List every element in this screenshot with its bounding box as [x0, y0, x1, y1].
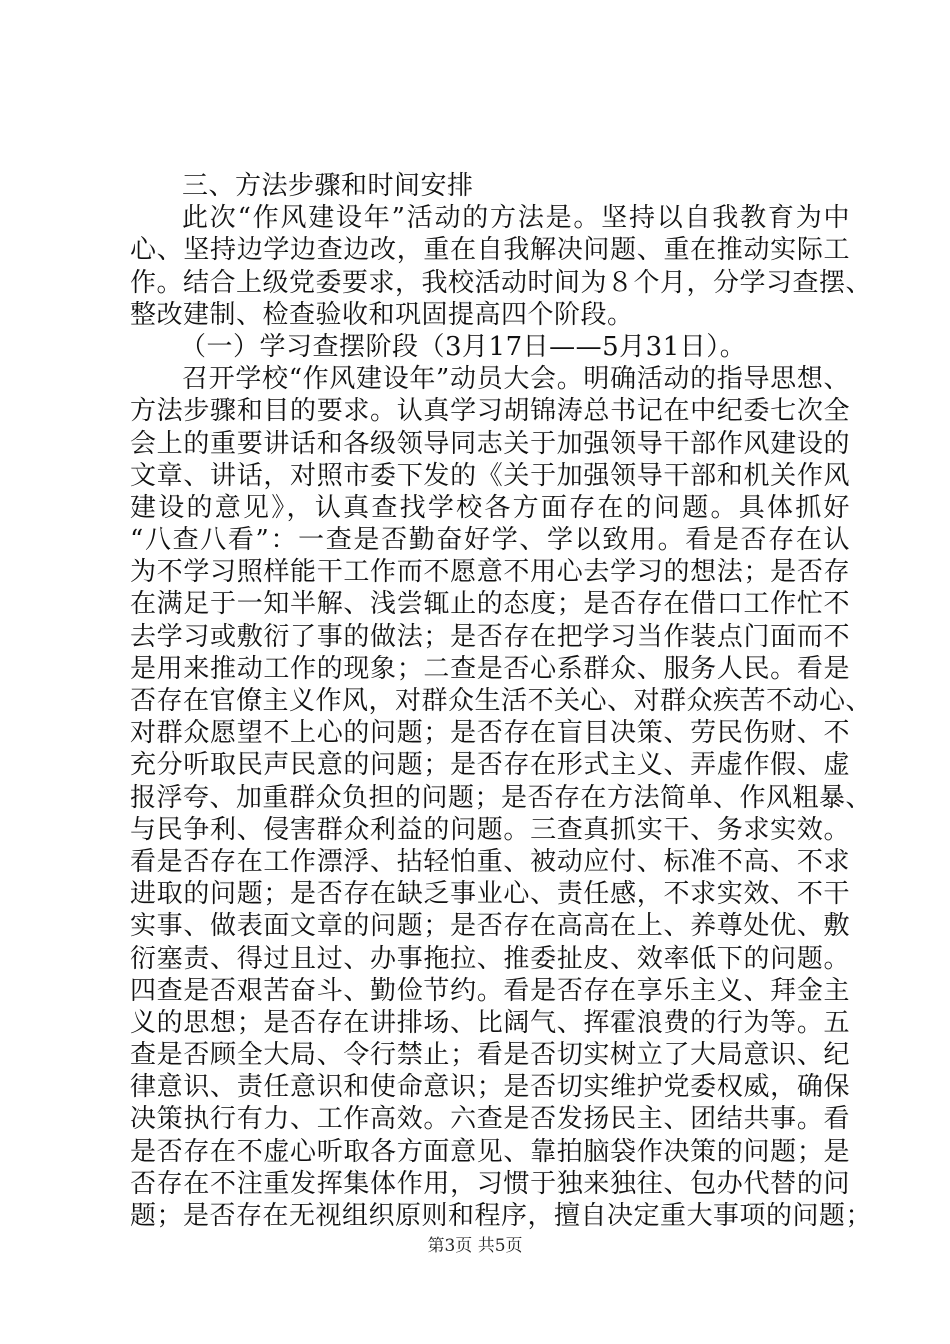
paragraph-line: 作。结合上级党委要求，我校活动时间为８个月，分学习查摆、: [130, 267, 873, 298]
paragraph-line: 在满足于一知半解、浅尝辄止的态度；是否存在借口工作忙不: [130, 589, 850, 620]
paragraph-line: 是否存在不虚心听取各方面意见、靠拍脑袋作决策的问题；是: [130, 1136, 850, 1167]
paragraph-line: 去学习或敷衍了事的做法；是否存在把学习当作装点门面而不: [130, 621, 850, 652]
paragraph-line: “八查八看”：一查是否勤奋好学、学以致用。看是否存在认: [130, 525, 850, 556]
paragraph-line: 此次“作风建设年”活动的方法是。坚持以自我教育为中: [182, 203, 850, 234]
document-body: [130, 170, 873, 1232]
paragraph-line: 文章、讲话，对照市委下发的《关于加强领导干部和机关作风: [130, 460, 850, 491]
paragraph-line: 四查是否艰苦奋斗、勤俭节约。看是否存在享乐主义、拜金主: [130, 975, 850, 1006]
paragraph-line: 实事、做表面文章的问题；是否存在高高在上、养尊处优、敷: [130, 911, 850, 942]
paragraph-line: 进取的问题；是否存在缺乏事业心、责任感，不求实效、不干: [130, 879, 850, 910]
paragraph-line: 是用来推动工作的现象；二查是否心系群众、服务人民。看是: [130, 653, 850, 684]
paragraph-line: 查是否顾全大局、令行禁止；看是否切实树立了大局意识、纪: [130, 1040, 850, 1071]
paragraph-line: 看是否存在工作漂浮、拈轻怕重、被动应付、标准不高、不求: [130, 846, 850, 877]
paragraph-line: 建设的意见》，认真查找学校各方面存在的问题。具体抓好: [130, 492, 850, 523]
paragraph-line: 会上的重要讲话和各级领导同志关于加强领导干部作风建设的: [130, 428, 850, 459]
paragraph-line: 否存在不注重发挥集体作用，习惯于独来独往、包办代替的问: [130, 1168, 850, 1199]
paragraph-line: 律意识、责任意识和使命意识；是否切实维护党委权威，确保: [130, 1072, 850, 1103]
subsection-heading: （一）学习查摆阶段（3月17日——5月31日）。: [180, 331, 747, 362]
section-heading: 三、方法步骤和时间安排: [182, 171, 474, 201]
paragraph-line: 否存在官僚主义作风，对群众生活不关心、对群众疾苦不动心、: [130, 686, 873, 716]
paragraph-line: 方法步骤和目的要求。认真学习胡锦涛总书记在中纪委七次全: [130, 396, 850, 427]
paragraph-line: 与民争利、侵害群众利益的问题。三查真抓实干、务求实效。: [130, 814, 850, 845]
paragraph-line: 决策执行有力、工作高效。六查是否发扬民主、团结共事。看: [130, 1104, 850, 1135]
paragraph-line: 报浮夸、加重群众负担的问题；是否存在方法简单、作风粗暴、: [130, 782, 873, 813]
paragraph-line: 充分听取民声民意的问题；是否存在形式主义、弄虚作假、虚: [130, 750, 850, 781]
page-number-footer: 第3页 共5页: [427, 1236, 523, 1256]
paragraph-line: 为不学习照样能干工作而不愿意不用心去学习的想法；是否存: [130, 557, 850, 588]
paragraph-line: 衍塞责、得过且过、办事拖拉、推委扯皮、效率低下的问题。: [130, 943, 850, 974]
paragraph-line: 召开学校“作风建设年”动员大会。明确活动的指导思想、: [182, 364, 850, 395]
paragraph-line: 心、坚持边学边查边改，重在自我解决问题、重在推动实际工: [130, 235, 850, 266]
paragraph-line: 义的思想；是否存在讲排场、比阔气、挥霍浪费的行为等。五: [130, 1007, 850, 1038]
paragraph-line: 整改建制、检查验收和巩固提高四个阶段。: [130, 299, 634, 330]
paragraph-line: 题；是否存在无视组织原则和程序，擅自决定重大事项的问题；: [130, 1201, 873, 1231]
paragraph-line: 对群众愿望不上心的问题；是否存在盲目决策、劳民伤财、不: [130, 718, 850, 749]
